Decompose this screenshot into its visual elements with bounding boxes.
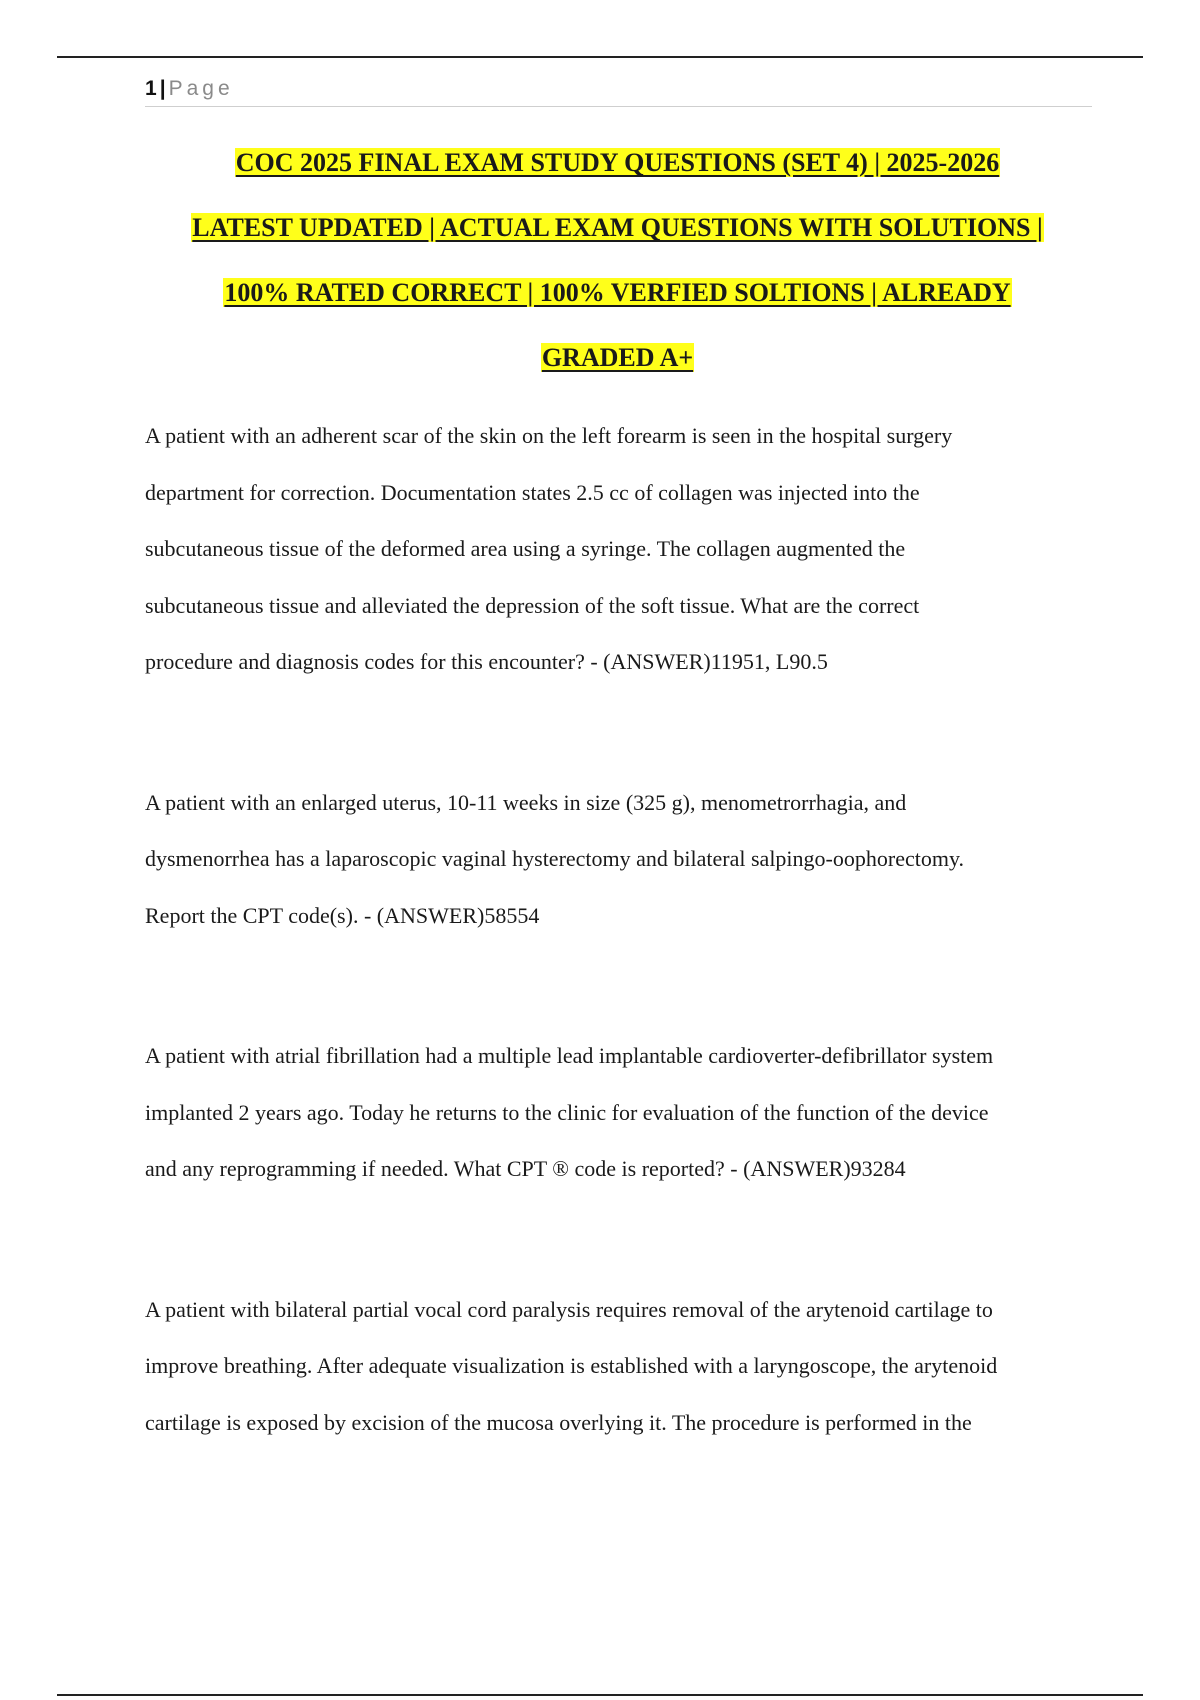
- spacer: [145, 1198, 1105, 1282]
- question-item: A patient with atrial fibrillation had a multiple lead implantable cardioverter-defibrillator system implanted 2 years ago. Today he returns to the clinic for evaluation of the function of the device and any reprogramming if needed. What CPT ® code is reported? - (ANSWER)93284: [145, 1043, 994, 1181]
- title-line: LATEST UPDATED | ACTUAL EXAM QUESTIONS WITH SOLUTIONS |: [192, 213, 1043, 242]
- page-header: [145, 72, 1092, 107]
- title-line: 100% RATED CORRECT | 100% VERFIED SOLTIONS | ALREADY: [224, 278, 1011, 307]
- document-title: [120, 138, 1115, 398]
- page-number: 1: [145, 77, 157, 100]
- spacer: [145, 944, 1105, 1028]
- question-item: A patient with an adherent scar of the skin on the left forearm is seen in the hospital surgery department for correction. Documentation states 2.5 cc of collagen was injected into the subcutaneous tissue of the deformed area using a syringe. The collagen augmented the subcutaneous tissue and alleviated the depression of the soft tissue. What are the correct procedure and diagnosis codes for this encounter? - (ANSWER)11951, L90.5: [145, 423, 953, 674]
- question-list: [145, 408, 1105, 1451]
- page-separator: |: [159, 77, 166, 100]
- title-line: COC 2025 FINAL EXAM STUDY QUESTIONS (SET 4) | 2025-2026: [235, 148, 1000, 177]
- title-line: GRADED A+: [541, 343, 694, 372]
- question-item: A patient with bilateral partial vocal cord paralysis requires removal of the arytenoid cartilage to improve breathing. After adequate visualization is established with a laryngoscope, the arytenoid cartilage is exposed by excision of the mucosa overlying it. The procedure is performed in the: [145, 1296, 998, 1435]
- bottom-rule: [57, 1694, 1143, 1696]
- question-item: A patient with an enlarged uterus, 10-11 weeks in size (325 g), menometrorrhagia, and dysmenorrhea has a laparoscopic vaginal hysterectomy and bilateral salpingo-oophorectomy. Report the CPT code(s). - (ANSWER)58554: [145, 789, 965, 928]
- page-word: Page: [168, 77, 234, 100]
- spacer: [145, 691, 1105, 775]
- top-rule: [57, 56, 1143, 58]
